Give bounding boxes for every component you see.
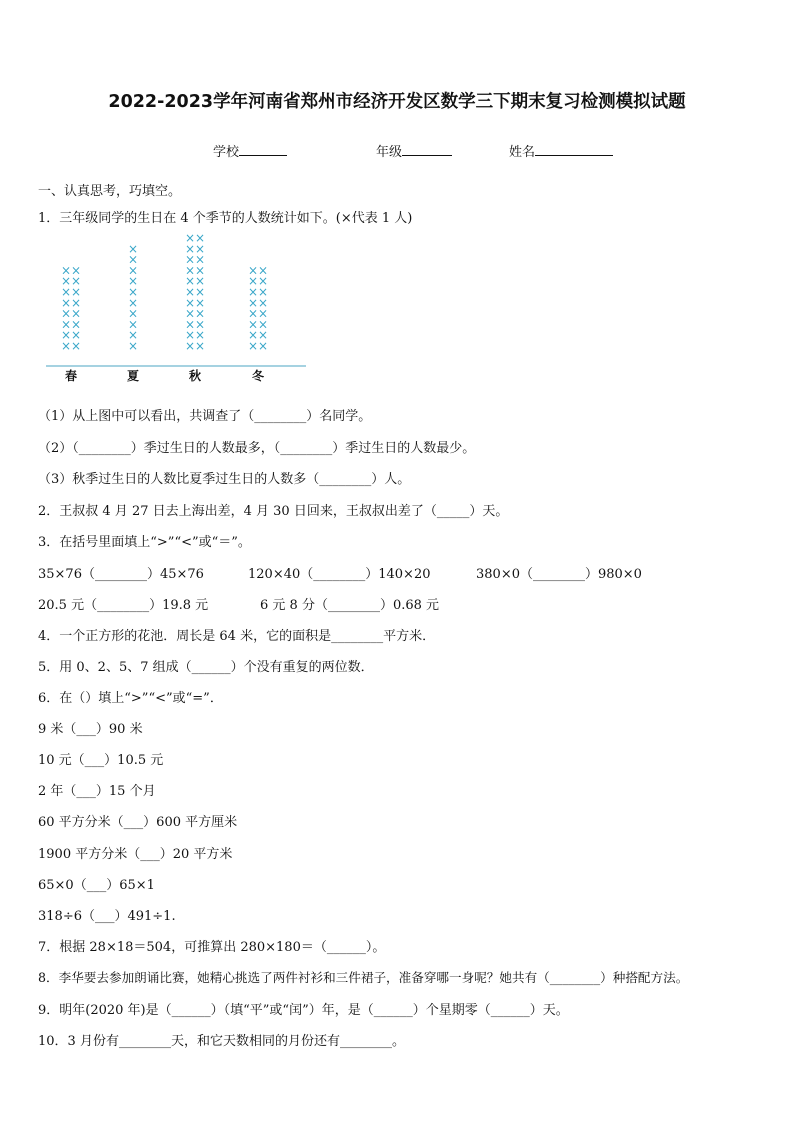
name-label: 姓名 [509,145,536,160]
pictograph-mark: × [70,285,82,299]
pictograph-mark: × [257,306,269,321]
question-3-item-5: 6 元 8 分（________）0.68 元 [260,598,440,613]
pictograph-mark: × [60,263,72,278]
category-label: 春 [64,369,78,383]
question-6-item: 9 米（___）90 米 [38,722,143,737]
question-5: 5．用 0、2、5、7 组成（______）个没有重复的两位数． [38,660,374,675]
pictograph-mark: × [247,274,259,289]
pictograph-mark: × [194,232,206,245]
pictograph-mark: × [127,295,139,310]
school-blank[interactable] [239,143,287,156]
pictograph-mark: × [127,241,139,256]
pictograph-mark: × [194,317,206,332]
pictograph-mark: × [70,274,82,289]
pictograph-mark: × [194,241,206,256]
pictograph-mark: × [194,339,206,353]
school-field [213,141,287,160]
question-6-item: 1900 平方分米（___）20 平方米 [38,847,233,862]
question-10: 10．3 月份有________天，和它天数相同的月份还有________。 [38,1034,405,1049]
category-label: 秋 [188,369,202,383]
pictograph-mark: × [257,317,269,332]
pictograph-mark: × [127,328,139,343]
question-6-stem: 6．在（）填上“>”“<”或“=”． [38,691,223,706]
pictograph-mark: × [184,252,196,267]
pictograph-mark: × [194,274,206,289]
pictograph-mark: × [257,263,269,278]
question-1-sub-1: （1）从上图中可以看出，共调查了（________）名同学。 [38,409,372,424]
pictograph-mark: × [127,339,139,353]
pictograph-mark: × [60,328,72,343]
pictograph-mark: × [70,328,82,343]
question-6-item: 65×0（___）65×1 [38,878,155,893]
grade-field [376,141,452,160]
question-3-item-2: 120×40（________）140×20 [248,567,431,582]
section-heading: 一、认真思考，巧填空。 [38,184,182,199]
pictograph-mark: × [247,306,259,321]
question-2: 2．王叔叔 4 月 27 日去上海出差，4 月 30 日回来，王叔叔出差了（_____）天。 [38,504,509,519]
pictograph-mark: × [184,328,196,343]
question-3-item-4: 20.5 元（________）19.8 元 [38,598,209,613]
question-3-item-3: 380×0（________）980×0 [476,567,642,582]
pictograph-mark: × [184,306,196,321]
question-4: 4．一个正方形的花池．周长是 64 米，它的面积是________平方米． [38,629,436,644]
pictograph-mark: × [184,232,196,245]
question-7: 7．根据 28×18＝504，可推算出 280×180＝（______）。 [38,940,386,955]
grade-label: 年级 [376,145,403,160]
pictograph-mark: × [127,274,139,289]
pictograph-mark: × [247,339,259,353]
question-8: 8．李华要去参加朗诵比赛，她精心挑选了两件衬衫和三件裙子，准备穿哪一身呢？她共有（________）种搭配方法。 [38,970,689,985]
pictograph-mark: × [194,306,206,321]
pictograph-mark: × [70,263,82,278]
question-3-item-1: 35×76（________）45×76 [38,567,204,582]
question-6-item: 318÷6（___）491÷1. [38,909,176,924]
pictograph-mark: × [257,274,269,289]
question-6-item: 10 元（___）10.5 元 [38,753,164,768]
pictograph-mark: × [247,317,259,332]
pictograph-mark: × [184,317,196,332]
pictograph-mark: × [184,295,196,310]
name-blank[interactable] [535,143,613,156]
question-6-item: 60 平方分米（___）600 平方厘米 [38,815,238,830]
pictograph-mark: × [184,285,196,299]
pictograph-mark: × [127,306,139,321]
pictograph-mark: × [60,274,72,289]
question-9: 9．明年(2020 年)是（______）（填“平”或“闰”）年，是（______）个星期零（______）天。 [38,1003,569,1018]
pictograph-mark: × [60,306,72,321]
pictograph-mark: × [127,252,139,267]
pictograph-mark: × [194,328,206,343]
pictograph-mark: × [70,295,82,310]
category-label: 冬 [251,369,265,383]
pictograph-mark: × [194,285,206,299]
pictograph-mark: × [70,339,82,353]
question-1-sub-2: （2）（________）季过生日的人数最多，（________）季过生日的人数最少。 [38,441,476,456]
pictograph-mark: × [257,339,269,353]
pictograph-mark: × [60,339,72,353]
pictograph-mark: × [247,295,259,310]
category-label: 夏 [126,369,140,383]
pictograph-mark: × [127,263,139,278]
question-1-sub-3: （3）秋季过生日的人数比夏季过生日的人数多（________）人。 [38,472,411,487]
pictograph-mark: × [257,328,269,343]
pictograph-mark: × [127,285,139,299]
birthday-pictograph [38,232,318,392]
pictograph-mark: × [194,295,206,310]
school-label: 学校 [213,145,240,160]
page-title: 2022-2023学年河南省郑州市经济开发区数学三下期末复习检测模拟试题 [108,92,686,112]
pictograph-mark: × [194,252,206,267]
pictograph-mark: × [247,263,259,278]
grade-blank[interactable] [402,143,452,156]
name-field [509,141,613,160]
pictograph-mark: × [70,317,82,332]
pictograph-mark: × [247,328,259,343]
question-6-item: 2 年（___）15 个月 [38,784,156,799]
pictograph-mark: × [60,295,72,310]
pictograph-mark: × [194,263,206,278]
pictograph-mark: × [127,317,139,332]
pictograph-mark: × [184,274,196,289]
pictograph-mark: × [184,339,196,353]
pictograph-mark: × [60,285,72,299]
pictograph-mark: × [257,295,269,310]
pictograph-mark: × [247,285,259,299]
question-3-stem: 3．在括号里面填上“>”“<”或“＝”。 [38,535,251,550]
pictograph-mark: × [70,306,82,321]
pictograph-mark: × [257,285,269,299]
pictograph-mark: × [184,241,196,256]
pictograph-mark: × [184,263,196,278]
pictograph-mark: × [60,317,72,332]
question-1-stem: 1．三年级同学的生日在 4 个季节的人数统计如下。(×代表 1 人) [38,211,413,226]
